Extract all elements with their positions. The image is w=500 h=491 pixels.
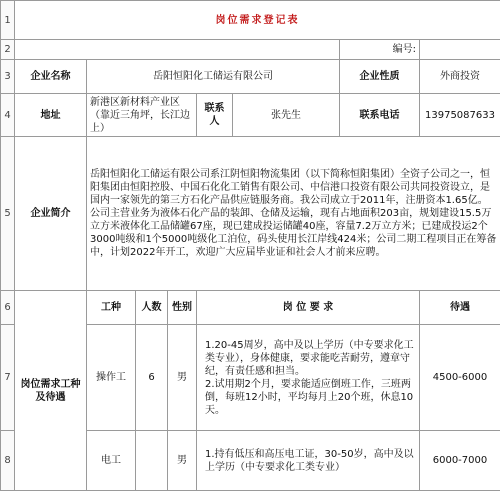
job-gender: 男	[168, 325, 197, 431]
row-number: 6	[1, 291, 15, 325]
row-number: 1	[1, 1, 15, 40]
contact-label: 联系人	[197, 94, 233, 137]
header-type: 工种	[87, 291, 136, 325]
jobs-header-row	[1, 291, 500, 325]
intro-row	[1, 137, 500, 291]
form-title: 岗位需求登记表	[15, 1, 500, 40]
company-name-value: 岳阳恒阳化工储运有限公司	[87, 60, 340, 94]
address-label: 地址	[15, 94, 87, 137]
blank-cell	[15, 40, 340, 60]
row-number: 7	[1, 325, 15, 431]
row-number: 2	[1, 40, 15, 60]
company-nature-value: 外商投资	[420, 60, 500, 94]
job-type: 操作工	[87, 325, 136, 431]
header-count: 人数	[136, 291, 168, 325]
row-number: 8	[1, 431, 15, 491]
title-row	[1, 1, 500, 40]
address-value: 新港区新材料产业区（靠近三角坪，长江边上）	[87, 94, 197, 137]
number-value[interactable]	[420, 40, 500, 60]
contact-value: 张先生	[233, 94, 340, 137]
row-number: 3	[1, 60, 15, 94]
job-salary: 6000-7000	[420, 431, 500, 491]
intro-label: 企业简介	[15, 137, 87, 291]
number-row	[1, 40, 500, 60]
job-requirements: 1.20-45周岁，高中及以上学历（中专要求化工类专业），身体健康，要求能吃苦耐劳，遵章守纪，有责任感和担当。 2.试用期2个月，要求能适应倒班工作，三班两倒，每班12小时，平均每月上20个班，休息10天。	[197, 325, 420, 431]
jobs-section-label: 岗位需求工种及待遇	[15, 291, 87, 491]
number-label: 编号:	[340, 40, 420, 60]
header-salary: 待遇	[420, 291, 500, 325]
company-name-row	[1, 60, 500, 94]
company-name-label: 企业名称	[15, 60, 87, 94]
job-gender: 男	[168, 431, 197, 491]
intro-text: 岳阳恒阳化工储运有限公司系江阴恒阳物流集团（以下简称恒阳集团）全资子公司之一，恒阳集团由恒阳控股、中国石化化工销售有限公司、中信港口投资有限公司共同投资设立，是国内一家领先的第三方石化产品供应链服务商。我公司成立于2011年，注册资本1.65亿。公司主营业务为液体石化产品的装卸、仓储及运输，现有占地面积203亩，规划建设15.5万立方米液体化工品储罐67座，现已建成投运储罐40座，容量7.2万立方米；已建成投运2个3000吨级和1个5000吨级化工泊位，码头使用长江岸线424米；公司二期工程项目正在筹备中，计划2022年开工，欢迎广大应届毕业证和社会人才前来应聘。	[87, 137, 500, 291]
job-type: 电工	[87, 431, 136, 491]
company-nature-label: 企业性质	[340, 60, 420, 94]
phone-label: 联系电话	[340, 94, 420, 137]
job-count: 6	[136, 325, 168, 431]
job-salary: 4500-6000	[420, 325, 500, 431]
phone-value: 13975087633	[420, 94, 500, 137]
job-requirements: 1.持有低压和高压电工证，30-50岁，高中及以上学历（中专要求化工类专业）	[197, 431, 420, 491]
row-number: 5	[1, 137, 15, 291]
job-count	[136, 431, 168, 491]
header-gender: 性别	[168, 291, 197, 325]
address-row	[1, 94, 500, 137]
header-requirements: 岗 位 要 求	[197, 291, 420, 325]
row-number: 4	[1, 94, 15, 137]
